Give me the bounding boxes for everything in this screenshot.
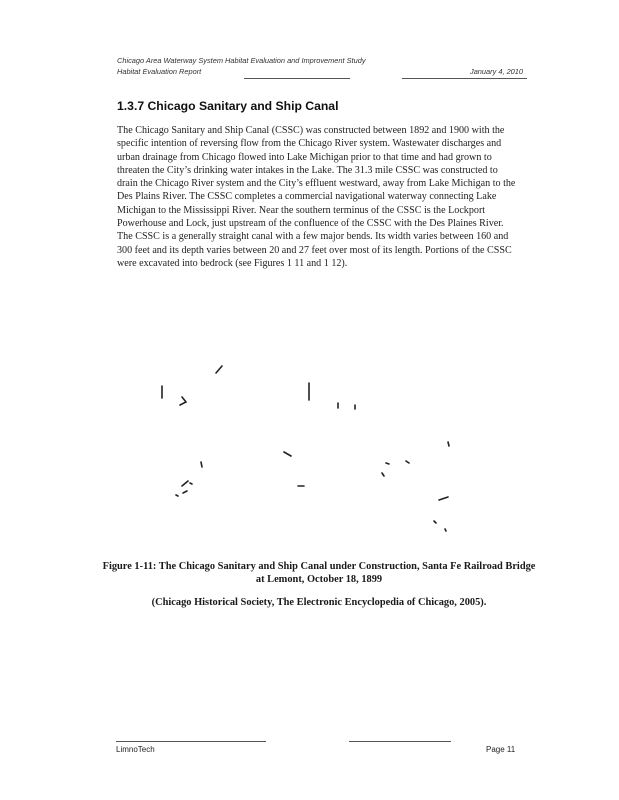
section-body-paragraph: The Chicago Sanitary and Ship Canal (CSSC) was constructed between 1892 and 1900 with the specific intention of reversing flow from the Chicago River system. Wastewater discharges and urban drainage from Chicago flowed into Lake Michigan prior to that time and had grown to threaten the City’s drinking water intakes in the Lake. The 31.3 mile CSSC was constructed to drain the Chicago River system and the City’s effluent westward, away from Lake Michigan to the Des Plains River. The CSSC completes a commercial navigational waterway connecting Lake Michigan to the Mississippi River. Near the southern terminus of the CSSC is the Lockport Powerhouse and Lock, just upstream of the confluence of the CSSC with the Des Plaines River. The CSSC is a generally straight canal with a few major bends. Its width varies between 160 and 300 feet and its depth varies between 20 and 27 feet over most of its length. Portions of the CSSC were excavated into bedrock (see Figures 1 11 and 1 12). xyxy=(117,125,516,269)
study-title: Chicago Area Waterway System Habitat Evaluation and Improvement Study xyxy=(117,56,366,65)
header-rule-right xyxy=(402,78,527,79)
footer-company: LimnoTech xyxy=(116,745,155,754)
footer-rule-left xyxy=(116,741,266,742)
photo-faint-marks xyxy=(162,366,449,531)
figure-caption: Figure 1-11: The Chicago Sanitary and Ship Canal under Construction, Santa Fe Railroad Bridge at Lemont, October 18, 1899 xyxy=(102,561,536,585)
section-heading: 1.3.7 Chicago Sanitary and Ship Canal xyxy=(117,99,339,113)
construction-photo xyxy=(118,345,498,550)
figure-source: (Chicago Historical Society, The Electronic Encyclopedia of Chicago, 2005). xyxy=(151,597,487,608)
report-date: January 4, 2010 xyxy=(470,67,524,76)
header-rule-left xyxy=(244,78,350,79)
report-title: Habitat Evaluation Report xyxy=(117,67,202,76)
page-number: Page 11 xyxy=(486,745,516,754)
footer-rule-right xyxy=(349,741,451,742)
